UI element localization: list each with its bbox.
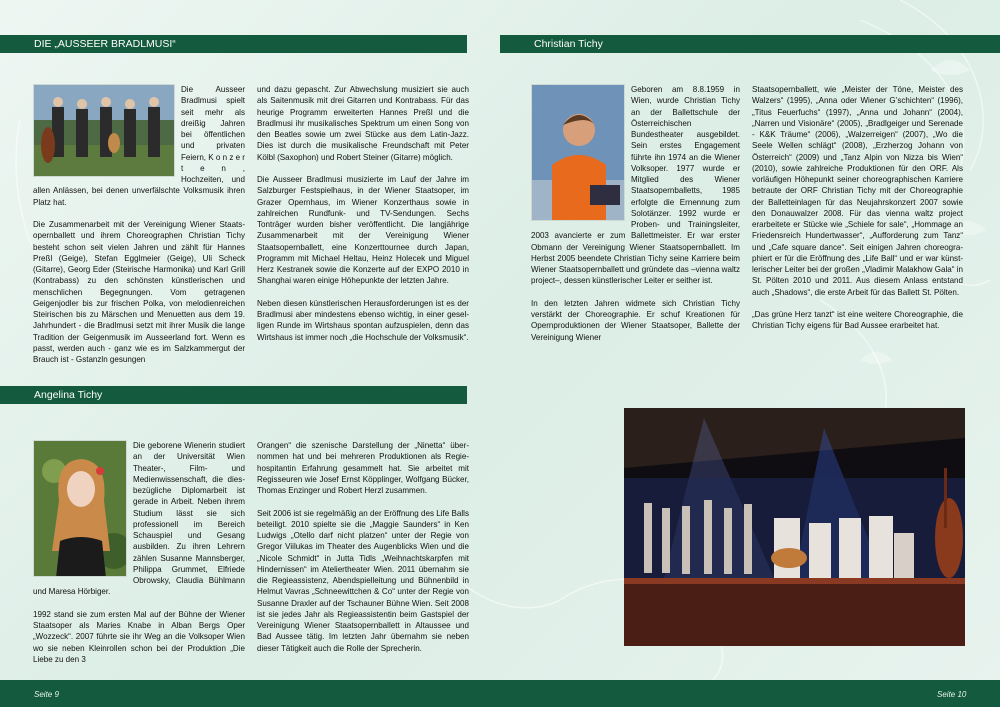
christian-paragraph: „Das grüne Herz tanzt“ ist eine weitere Choreographie, die Christian Tichy eigens für Bad Aussee erarbeitet hat. <box>752 310 963 331</box>
bradlmusi-paragraph: Die Ausseer Bradlmusi musizierte im Lauf der Jahre im Salzburger Festspielhaus, in der Wiener Staatsoper, im Grazer Opernhaus, im Wiener Konzerthaus sowie in zahlreichen Rundfunk- und TV-Sendungen. Sechs Tonträger wurden bisher veröffentlicht. Die langjährige Zusammenarbeit mit der Vereinigung Wiener Staatsopernballett, eine Konzerttournee durch Japan, Programm mit Michael Heltau, Heinz Holecek und Miguel Herz Kestranek sowie die Konzerte auf der EXPO 2010 in Shanghai waren einige Höhepunkte der letzten Jahre. <box>257 175 469 286</box>
page-number-right: Seite 10 <box>937 690 967 699</box>
angelina-portrait-icon <box>34 441 127 577</box>
section-header-angelina <box>0 386 467 404</box>
section-title-angelina: Angelina Tichy <box>34 389 103 401</box>
angelina-column-2 <box>257 440 469 654</box>
bradlmusi-paragraph: Die Ausseer Bradlmusi spielt seit mehr als dreißig Jahren bei öffentlichen und privaten Feiern, K o n z e r t e n , Hochzeiten, und allen Anlässen, bei denen unverfälschte Volksmusik ihren Platz hat. <box>33 85 245 207</box>
angelina-paragraph: Die geborene Wienerin studiert an der Universität Wien Theater-, Film- und Medienwissenschaft, die diesbezügliche Diplomarbeit ist gerade in Arbeit. Neben ihrem Studium lässt sie sich professionell im Bereich Schauspiel und Gesang ausbilden. Zu ihren Lehrern zählen Susanne Mannsberger, Philippa Grummet, Elfriede Obrowsky, Claudia Bühlmann und Maresa Hörbiger. <box>33 441 245 597</box>
angelina-paragraph: Seit 2006 ist sie regelmäßig an der Eröffnung des Life Balls beteiligt. 2010 spielte sie die „Maggie Saunders“ in Ken Ludwigs „Otello darf nicht platzen“ unter der Regie von Gregor Viilukas im Theater des Augenblicks Wien und die „Nicole Schmidt“ in Jutta Tidls „Weihnachtskarpfen mit Hindernissen“ im Ateliertheater Wien. 2011 übernahm sie die Regieassistenz, Abendspielleitung und Bühnenbild in Helmut Vavras „Schneewittchen & Co“ unter der Regie von Susanne Draxler auf der Tschauner Bühne Wien. Seit 2008 ist sie jedes Jahr als Regieassistentin beim Gastspiel der Vereinigung Wiener Staatsopernballett in Altaussee und Bad Aussee tätig. Im letzten Jahr übernahm sie neben dieser Tätigkeit auch die Rolle der Sprecherin. <box>257 508 469 653</box>
band-photo-icon <box>34 85 175 177</box>
bradlmusi-column-1 <box>33 84 245 365</box>
angelina-paragraph: 1992 stand sie zum ersten Mal auf der Bühne der Wiener Staatsoper als Maries Knabe in Alban Bergs Oper „Wozzeck“. 2007 führte sie ihr Weg an die Volksoper Wien wo sie neben Kleinrollen schon bei der Produktion „Die Liebe zu den 3 <box>33 609 245 664</box>
christian-portrait-photo <box>531 84 625 221</box>
christian-portrait-icon <box>532 85 625 221</box>
christian-paragraph: In den letzten Jahren widmete sich Christian Tichy verstärkt der Choreographie. Er schuf Kreationen für Opernproduktionen der Wiener Staatsoper, Ballette der Vereinigung Wiener <box>531 298 740 342</box>
stage-performance-icon <box>624 408 965 646</box>
footer-bar <box>0 680 1000 707</box>
stage-performance-photo <box>624 408 965 646</box>
bradlmusi-paragraph: und dazu gepascht. Zur Abwechslung musiziert sie auch als Saitenmusik mit drei Gitarren und Kontrabass. Für das heurige Programm erweiterten Hannes Preßl und die Bradlmusi ihr musikalisches Spektrum um einen Song von den Beatles sowie um zwei Stücke aus dem Latin-Jazz. Dies ist durch die musikalische Freundschaft mit Peter Kölbl (Saxophon) und Robert Steiner (Gitarre) möglich. <box>257 85 469 162</box>
section-title-christian: Christian Tichy <box>534 38 603 50</box>
christian-paragraph: Staatsopernballett, wie „Meister der Töne, Meister des Walzers“ (1995), „Anna oder Wiener G’schichten“ (1996), „Titus Feuerfuchs“ (1997), „Anna und Johann“ (2004), „Narren und Visionäre“ (2005), „Bradlgeiger und Serenade - K&K Träume“ (2006), „Walzerreigen“ (2007), „Wo die Seele Wellen schlägt“ (2008), „Erzherzog Johann von Österreich“ (2009) und „Tanz Alpin von Nizza bis Wien“ (2010), sowie zahlreiche Produktionen für den ORF. Als vorläufigen Höhepunkt seiner choreographischen Karriere betraute der ORF Christian Tichy mit der Choreographie der Balletteinlagen für das Neujahrskonzert 2007 sowie den Donauwalzer 2008. Für das vienna waltz project erarbeitete er Stücke wie „Schiele for sale“, „Hommage an Friedensreich Hundertwasser“, „Aufforderung zum Tanz“ und „Cafe square dance“. Seit einigen Jahren choreographiert er für die Eröffnung des „Life Ball“ und er war künstlerischer Leiter bei der großen „Vladimir Malakhow Gala“ in St. Pölten 2010 und 2011. Aus diesem Anlass entstand auch „Shadows“, die erste Arbeit für das Ballett St. Pölten. <box>752 85 963 297</box>
bradlmusi-paragraph: Die Zusammenarbeit mit der Vereinigung Wiener Staatsopernballett und ihrem Choreographen Christian Tichy besteht schon seit vielen Jahren und zählt für Hannes Preßl (Geige), Stefan Egglmeier (Geige), Uli Scheck (Gitarre), Georg Eder (Steirische Harmonika) und Karl Grill (Kontrabass) zu den schönsten künstlerischen und menschlichen Begegnungen. Vom getragenen Geigenjodler bis zur frischen Polka, von melodienreichen Steirischen bis zu Märschen und Menuetten aus dem 19. Jahrhundert - die Bradlmusi setzt mit ihrer Musik die lange Tradition der Geigenmusik im Ausseerland fort. Wenn es passt, werden auch - ganz wie es im Salzkammergut der Brauch ist - Gstanzln gesungen <box>33 220 245 364</box>
angelina-portrait-photo <box>33 440 127 577</box>
section-header-bradlmusi <box>0 35 467 53</box>
bradlmusi-column-2 <box>257 84 469 343</box>
page-number-left: Seite 9 <box>34 690 59 699</box>
angelina-paragraph: Orangen“ die szenische Darstellung der „Ninetta“ übernommen hat und bei mehreren Produktionen als Regiehospitantin Erfahrung gesammelt hat. Sie arbeitet mit Regisseuren wie Josef Ernst Köpplinger, Wolfgang Bücker, Thomas Enzinger und Robert Herzl zusammen. <box>257 441 469 495</box>
section-header-christian <box>500 35 1000 53</box>
angelina-column-1 <box>33 440 245 665</box>
band-photo <box>33 84 175 177</box>
bradlmusi-paragraph: Neben diesen künstlerischen Herausforderungen ist es der Bradlmusi aber mindestens ebenso wichtig, in einer geselligen Runde im Wirtshaus spontan aufzuspielen, denn das Wirtshaus ist immer noch „die Hochschule der Volksmusik“. <box>257 298 469 342</box>
christian-column-2 <box>752 84 963 332</box>
section-title-bradlmusi: DIE „AUSSEER BRADLMUSI“ <box>34 38 176 50</box>
christian-paragraph: Geboren am 8.8.1959 in Wien, wurde Christian Tichy an der Ballettschule der Österreichischen Bundestheater ausgebildet. Sein erstes Engagement führte ihn 1974 an die Wiener Volksoper. 1977 wurde er Mitglied des Wiener Staatsopernballetts, 1985 erfolgte die Ernennung zum Solotänzer. 1992 wurde er Proben- und Trainingsleiter, 2003 avancierte er zum Ballettmeister. Er war erster Obmann der Vereinigung Wiener Staatsopernballett. Im Herbst 2005 beendete Christian Tichy seine Karriere beim Wiener Staatsopernballett und gründete das –vienna waltz project–, dessen künstlerischer Leiter er seither ist. <box>531 85 740 286</box>
christian-column-1 <box>531 84 740 343</box>
